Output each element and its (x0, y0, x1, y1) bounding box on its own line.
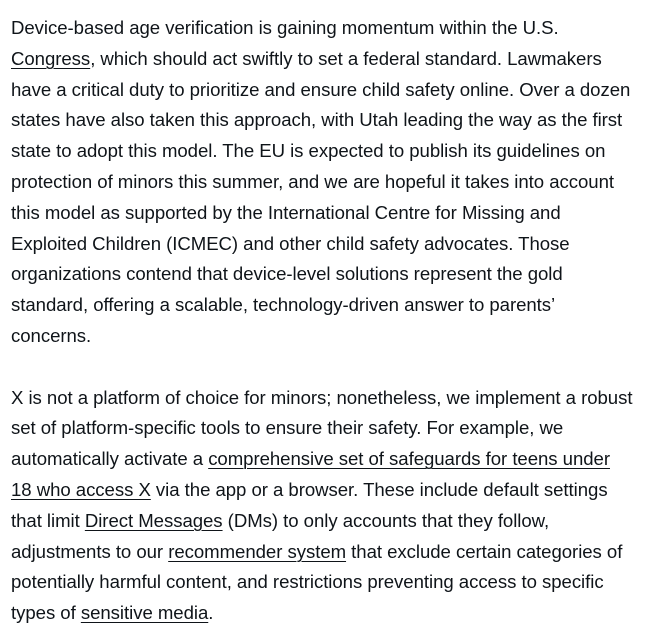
congress-link[interactable]: Congress (11, 47, 91, 69)
paragraph-text: , which should act swiftly to set a federal standard. Lawmakers have a critical duty to prioritize and ensure child safety online. Over a dozen states have also taken this approach, with Utah leading the way as the first state to adopt this model. The EU is expected to publish its guidelines on protection of minors this summer, and we are hopeful it takes into account this model as supported by the International Centre for Missing and Exploited Children (ICMEC) and other child safety advocates. Those organizations contend that device-level solutions represent the gold standard, offering a scalable, technology-driven answer to parents’ concerns. (11, 47, 631, 346)
sensitive-media-link[interactable]: sensitive media (80, 602, 209, 624)
direct-messages-link[interactable]: Direct Messages (84, 509, 223, 531)
paragraph-text: Device-based age verification is gaining momentum within the U.S. (11, 17, 559, 38)
recommender-system-link[interactable]: recommender system (168, 540, 347, 562)
paragraph-age-verification (11, 13, 633, 352)
paragraph-text: via the app or a browser. These include default settings that limit (11, 478, 608, 531)
paragraph-text: X is not a platform of choice for minors; nonetheless, we implement a robust set of platform-specific tools to ensure their safety. For example, we automatically activate a (11, 386, 633, 470)
paragraph-platform-tools (11, 383, 633, 629)
article-body (11, 13, 633, 629)
teen-safeguards-link[interactable]: comprehensive set of safeguards for teens under 18 who access X (11, 448, 610, 500)
paragraph-text: (DMs) to only accounts that they follow, adjustments to our (11, 509, 550, 562)
paragraph-text: . (208, 602, 214, 624)
paragraph-text: that exclude certain categories of potentially harmful content, and restrictions preventing access to specific types of (11, 540, 623, 624)
